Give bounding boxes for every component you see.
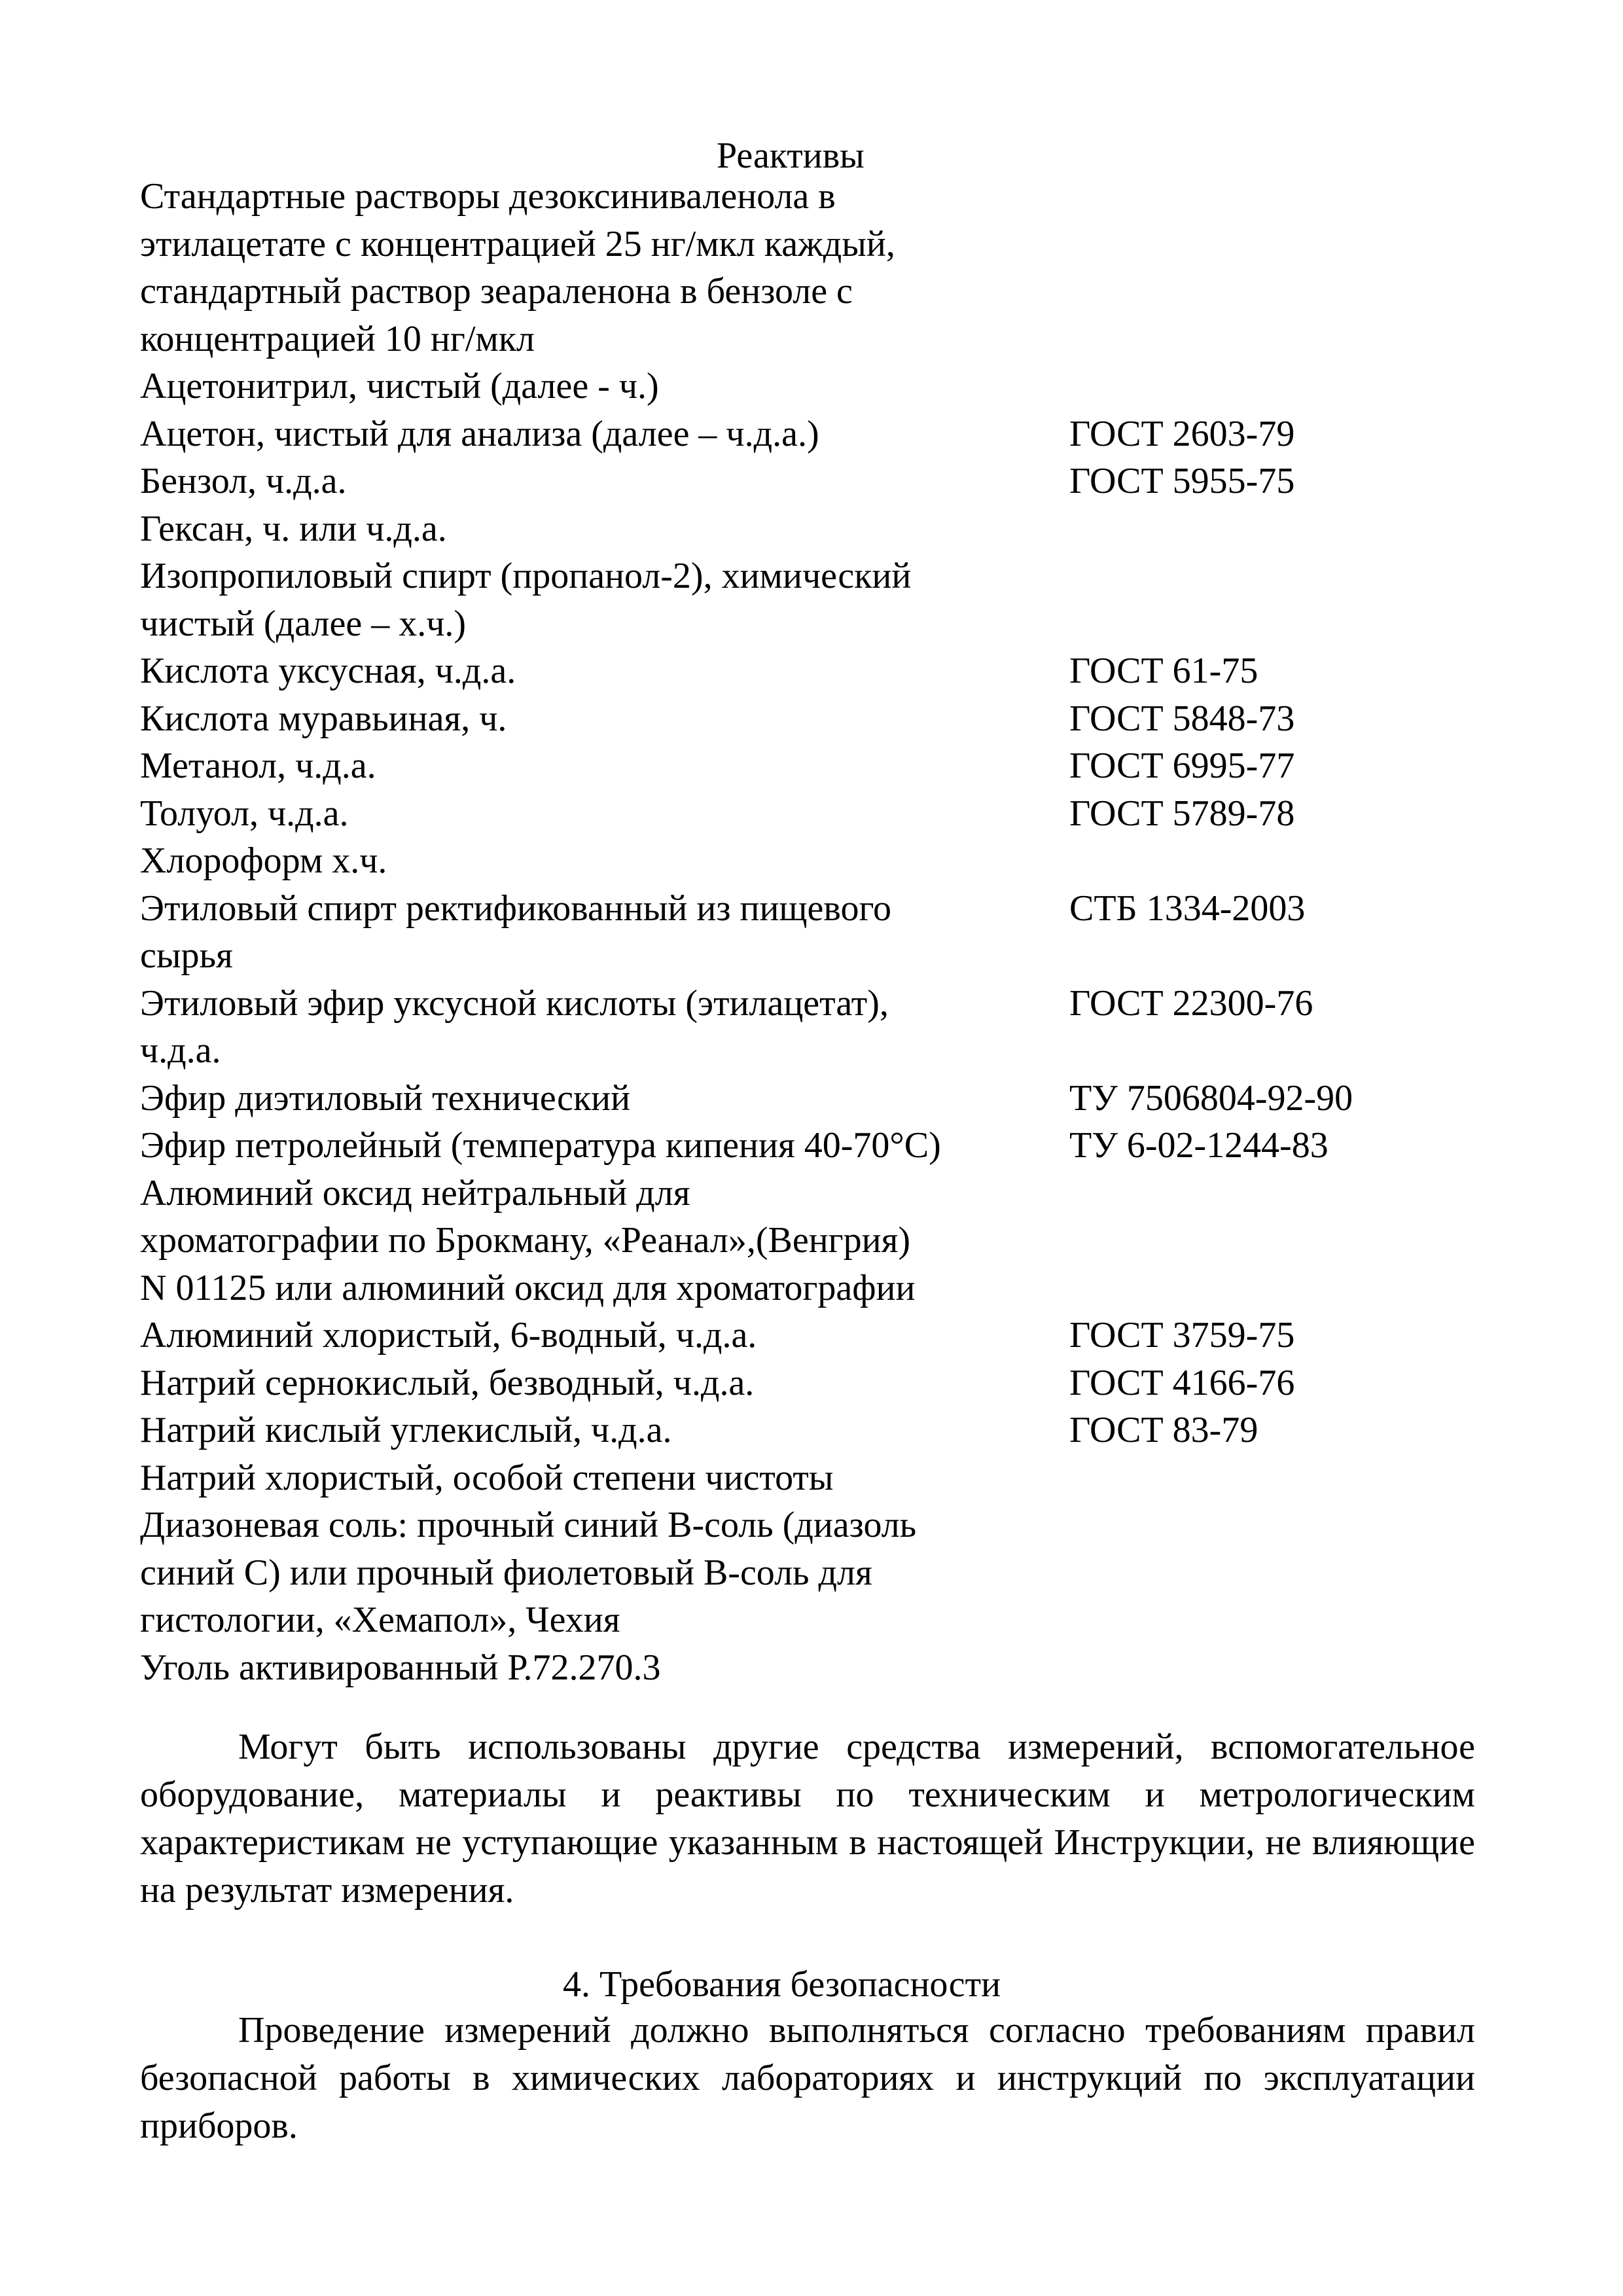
reagent-row <box>140 1075 1488 1122</box>
reagent-name: Ацетон, чистый для анализа (далее – ч.д.а.) <box>140 413 819 454</box>
reagent-name: Натрий сернокислый, безводный, ч.д.а. <box>140 1362 755 1403</box>
reagent-standard: ТУ 6-02-1244-83 <box>1069 1125 1329 1166</box>
reagent-row <box>140 173 1488 363</box>
reagent-row <box>140 647 1488 695</box>
reagent-name: Этиловый эфир уксусной кислоты (этилацетат), ч.д.а. <box>140 982 889 1071</box>
reagent-standard: ГОСТ 5848-73 <box>1069 698 1295 739</box>
reagent-standard: ГОСТ 61-75 <box>1069 651 1258 691</box>
reagent-standard: ГОСТ 2603-79 <box>1069 413 1295 454</box>
reagent-name: Кислота уксусная, ч.д.а. <box>140 651 516 691</box>
reagent-row <box>140 363 1488 410</box>
reagent-name: Стандартные растворы дезоксиниваленола в этилацетате с концентрацией 25 нг/мкл каждый, стандартный раствор зеараленона в бензоле с концентрацией 10 нг/мкл <box>140 176 895 359</box>
reagent-row <box>140 1501 1488 1644</box>
reagent-row <box>140 410 1488 458</box>
reagent-name: Натрий кислый углекислый, ч.д.а. <box>140 1410 672 1450</box>
reagent-row <box>140 790 1488 838</box>
reagent-name: Гексан, ч. или ч.д.а. <box>140 508 447 549</box>
reagent-name: Хлороформ х.ч. <box>140 840 387 881</box>
reagents-heading: Реактивы <box>717 135 865 176</box>
reagent-standard: СТБ 1334-2003 <box>1069 888 1306 929</box>
reagent-row <box>140 837 1488 885</box>
reagent-name: Бензол, ч.д.а. <box>140 461 347 501</box>
safety-paragraph: Проведение измерений должно выполняться согласно требованиям правил безопасной работы в химических лабораториях и инструкций по эксплуатации приборов. <box>140 2010 1475 2146</box>
reagents-list <box>140 173 1488 1691</box>
reagent-name: Алюминий хлористый, 6-водный, ч.д.а. <box>140 1315 757 1355</box>
reagent-standard: ГОСТ 83-79 <box>1069 1410 1258 1450</box>
reagent-row <box>140 505 1488 553</box>
reagent-row <box>140 1359 1488 1407</box>
reagent-row <box>140 885 1488 980</box>
reagent-row <box>140 695 1488 743</box>
reagent-standard: ГОСТ 22300-76 <box>1069 982 1313 1024</box>
reagent-standard: ГОСТ 4166-76 <box>1069 1362 1295 1403</box>
reagent-standard: ГОСТ 6995-77 <box>1069 745 1295 786</box>
reagent-row <box>140 1407 1488 1454</box>
reagent-standard: ГОСТ 5955-75 <box>1069 461 1295 501</box>
safety-heading: 4. Требования безопасности <box>563 1964 1001 2005</box>
reagent-standard: ТУ 7506804-92-90 <box>1069 1077 1353 1119</box>
reagent-name: Эфир диэтиловый технический <box>140 1077 631 1119</box>
reagent-standard: ГОСТ 3759-75 <box>1069 1315 1295 1355</box>
reagent-name: Диазоневая соль: прочный синий В-соль (диазоль синий С) или прочный фиолетовый В-соль для гистологии, «Хемапол», Чехия <box>140 1505 917 1640</box>
reagent-row <box>140 1454 1488 1502</box>
reagent-name: Алюминий оксид нейтральный для хроматографии по Брокману, «Реанал»,(Венгрия) N 01125 или алюминий оксид для хроматографии <box>140 1172 916 1308</box>
reagent-name: Этиловый спирт ректификованный из пищевого сырья <box>140 888 892 976</box>
reagent-row <box>140 457 1488 505</box>
reagent-name: Уголь активированный Р.72.270.3 <box>140 1647 661 1688</box>
reagent-name: Толуол, ч.д.а. <box>140 793 349 834</box>
reagent-row <box>140 742 1488 790</box>
reagent-row <box>140 1122 1488 1170</box>
reagent-name: Изопропиловый спирт (пропанол-2), химический чистый (далее – х.ч.) <box>140 556 912 644</box>
reagent-row <box>140 552 1488 647</box>
reagent-row <box>140 1312 1488 1359</box>
reagent-name: Ацетонитрил, чистый (далее - ч.) <box>140 366 659 406</box>
reagent-row <box>140 1644 1488 1692</box>
reagent-standard: ГОСТ 5789-78 <box>1069 793 1295 834</box>
note-paragraph: Могут быть использованы другие средства измерений, вспомогательное оборудование, материалы и реактивы по техническим и метрологическим характеристикам не уступающие указанным в настоящей Инструкции, не влияющие на результат измерения. <box>140 1727 1475 1910</box>
reagent-row <box>140 980 1488 1075</box>
reagent-name: Метанол, ч.д.а. <box>140 745 376 786</box>
reagent-name: Эфир петролейный (температура кипения 40-70°С) <box>140 1125 941 1166</box>
reagent-row <box>140 1170 1488 1312</box>
reagent-name: Кислота муравьиная, ч. <box>140 698 507 739</box>
reagent-name: Натрий хлористый, особой степени чистоты <box>140 1457 834 1498</box>
